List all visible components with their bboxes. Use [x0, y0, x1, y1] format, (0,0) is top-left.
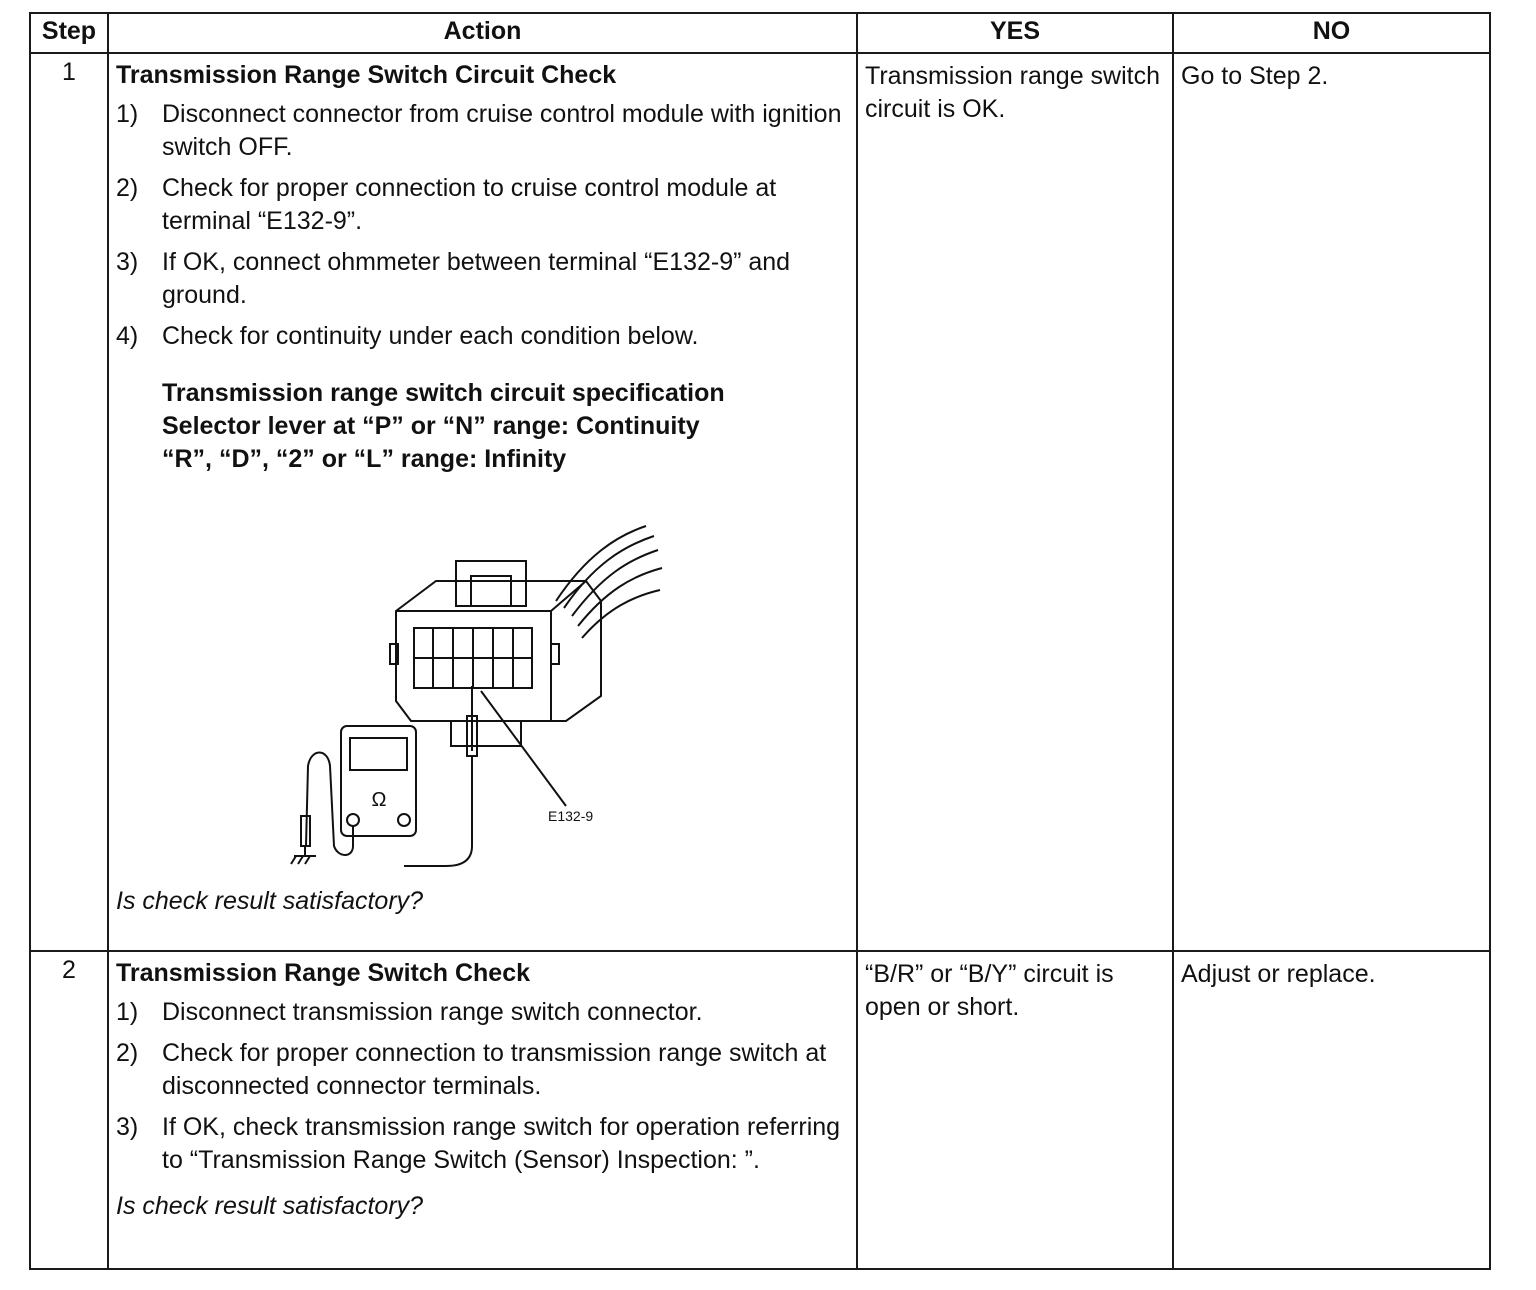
- item-text: Disconnect transmission range switch connector.: [162, 998, 703, 1026]
- item-number: 3): [116, 248, 139, 276]
- item-number: 2): [116, 1039, 139, 1067]
- diagnostic-table: [29, 12, 1491, 1270]
- list-item: [116, 172, 848, 238]
- spec-line: Selector lever at “P” or “N” range: Continuity: [162, 412, 700, 440]
- item-text: If OK, check transmission range switch for operation referring to “Transmission Range Switch (Sensor) Inspection: ”.: [162, 1113, 841, 1174]
- connector-ohmmeter-figure: [116, 476, 856, 886]
- spec-line: Transmission range switch circuit specification: [162, 379, 725, 407]
- check-question: Is check result satisfactory?: [116, 887, 424, 915]
- yes-result: “B/R” or “B/Y” circuit is open or short.: [857, 951, 1173, 1269]
- header-yes: YES: [857, 13, 1173, 53]
- no-result: Go to Step 2.: [1173, 53, 1490, 951]
- list-item: [116, 1037, 848, 1103]
- spec-line: “R”, “D”, “2” or “L” range: Infinity: [162, 445, 567, 473]
- item-number: 2): [116, 174, 139, 202]
- item-text: Check for proper connection to transmission range switch at disconnected connector terminals.: [162, 1039, 827, 1100]
- specification-block: [162, 377, 848, 476]
- item-number: 3): [116, 1113, 139, 1141]
- table-row: [30, 53, 1490, 951]
- section-title: Transmission Range Switch Check: [116, 959, 531, 987]
- procedure-list: [116, 98, 848, 353]
- table-row: [30, 951, 1490, 1269]
- item-number: 1): [116, 998, 139, 1026]
- header-no: NO: [1173, 13, 1490, 53]
- procedure-list: [116, 996, 848, 1177]
- list-item: [116, 320, 848, 353]
- header-step: Step: [30, 13, 108, 53]
- item-number: 4): [116, 322, 139, 350]
- step-number: 2: [30, 951, 108, 1269]
- item-number: 1): [116, 100, 139, 128]
- list-item: [116, 1111, 848, 1177]
- list-item: [116, 98, 848, 164]
- no-result: Adjust or replace.: [1173, 951, 1490, 1269]
- header-action: Action: [108, 13, 857, 53]
- check-question: Is check result satisfactory?: [116, 1192, 424, 1220]
- item-text: Disconnect connector from cruise control module with ignition switch OFF.: [162, 100, 842, 161]
- header-row: [30, 13, 1490, 53]
- list-item: [116, 996, 848, 1029]
- yes-result: Transmission range switch circuit is OK.: [857, 53, 1173, 951]
- terminal-label: E132-9: [548, 808, 594, 824]
- action-cell: [108, 951, 857, 1269]
- list-item: [116, 246, 848, 312]
- item-text: If OK, connect ohmmeter between terminal “E132-9” and ground.: [162, 248, 791, 309]
- step-number: 1: [30, 53, 108, 951]
- ohm-symbol: Ω: [371, 789, 387, 811]
- item-text: Check for proper connection to cruise control module at terminal “E132-9”.: [162, 174, 777, 235]
- connector-illustration: [286, 516, 666, 876]
- section-title: Transmission Range Switch Circuit Check: [116, 61, 617, 89]
- action-cell: [108, 53, 857, 951]
- item-text: Check for continuity under each condition below.: [162, 322, 699, 350]
